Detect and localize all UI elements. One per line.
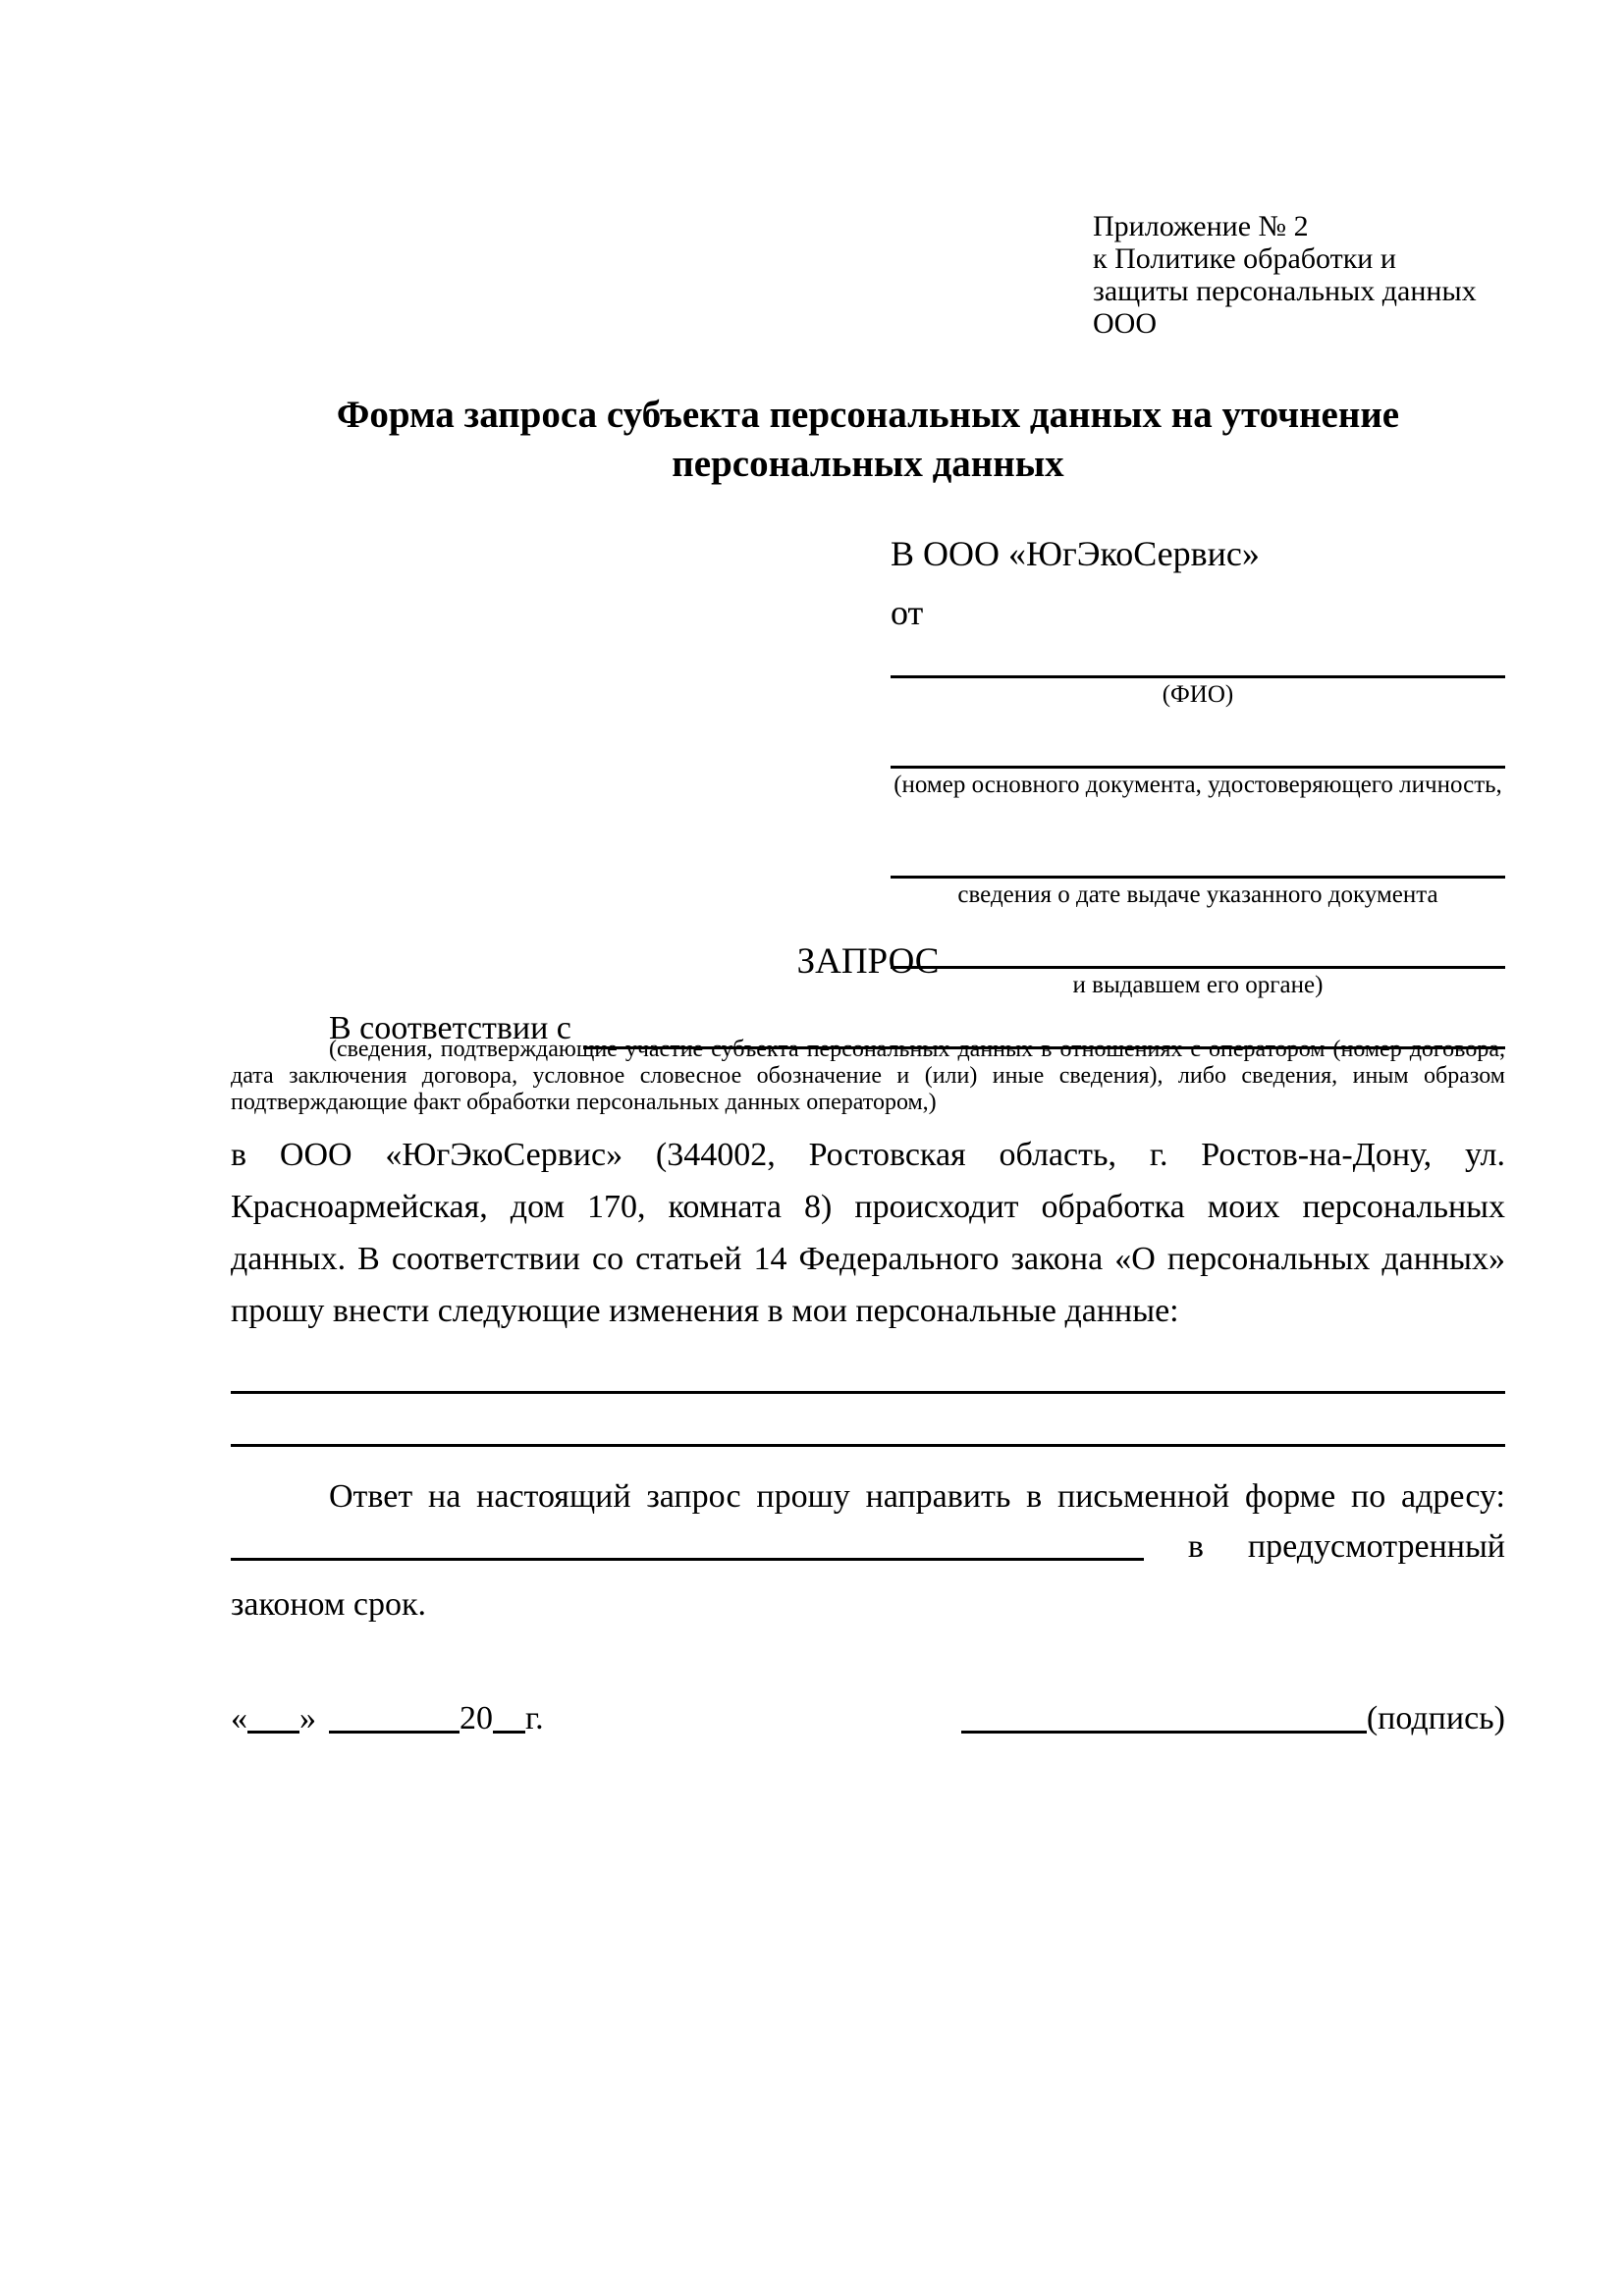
body-paragraph: в ООО «ЮгЭкоСервис» (344002, Ростовская область, г. Ростов-на-Дону, ул. Красноармейская, дом 170, комната 8) происходит обработка моих персональных данных. В соответствии со статьей 14 Федерального закона «О персональных данных» прошу внести следующие изменения в мои персональные данные: (231, 1137, 1505, 1329)
document-title-line: персональных данных (672, 443, 1064, 485)
reply-sentence: Ответ на настоящий запрос прошу направить в письменной форме по адресу: (329, 1478, 1505, 1515)
date-year-fill-line (493, 1701, 525, 1734)
reply-address-line (231, 1527, 1505, 1567)
fio-caption: (ФИО) (1162, 681, 1234, 708)
document-title-line: Форма запроса субъекта персональных данных на уточнение (336, 394, 1400, 436)
issue-date-caption: сведения о дате выдаче указанного документа (957, 881, 1438, 908)
accordance-prefix: В соответствии с (329, 1010, 571, 1046)
document-title (231, 391, 1505, 489)
footer-row (231, 1696, 1505, 1738)
reply-word-in: в (1187, 1528, 1204, 1565)
appendix-block (1093, 210, 1515, 340)
document-number-caption: (номер основного документа, удостоверяющего личность, (893, 772, 1502, 798)
appendix-line: Приложение № 2 (1093, 210, 1309, 242)
signature-fill-line (961, 1701, 1367, 1734)
signature-area (961, 1696, 1505, 1738)
addressee-to: В ООО «ЮгЭкоСервис» (891, 534, 1260, 573)
date-century: 20 (460, 1700, 493, 1736)
fio-field (891, 675, 1505, 709)
issuing-authority-caption: и выдавшем его органе) (1072, 972, 1324, 998)
reply-word-stipulated: предусмотренный (1247, 1528, 1505, 1565)
date-line (231, 1696, 544, 1738)
changes-fill-line-1 (231, 1391, 1505, 1394)
document-number-field (891, 766, 1505, 799)
date-year-suffix: г. (525, 1700, 544, 1736)
addressee-from-label: от (891, 593, 924, 632)
date-month-fill-line (329, 1701, 460, 1734)
date-open-quote: « (231, 1700, 247, 1736)
appendix-line: защиты персональных данных (1093, 275, 1477, 307)
fine-print-note: (сведения, подтверждающие участие субъекта персональных данных в отношениях с оператором (номер договора, дата заключения договора, условное словесное обозначение и (или) иные сведения), либо сведения, иным образом подтверждающие факт обработки персональных данных оператором,) (231, 1037, 1505, 1115)
date-day-fill-line (247, 1701, 299, 1734)
reply-closing: законом срок. (231, 1586, 426, 1623)
appendix-line: ООО (1093, 307, 1157, 340)
appendix-line: к Политике обработки и (1093, 242, 1396, 275)
address-fill-line (231, 1527, 1144, 1561)
request-heading: ЗАПРОС (796, 941, 940, 982)
issue-date-field (891, 876, 1505, 909)
signature-caption: (подпись) (1366, 1700, 1505, 1736)
date-close-quote: » (299, 1700, 316, 1736)
changes-fill-line-2 (231, 1444, 1505, 1447)
